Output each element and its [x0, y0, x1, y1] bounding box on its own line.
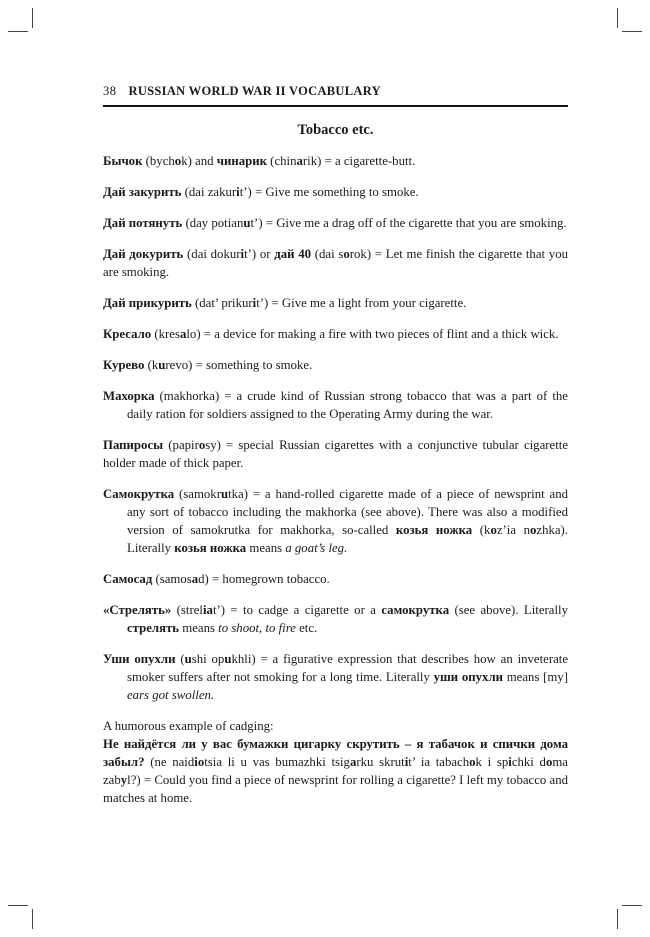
vocab-entry [103, 601, 568, 637]
plain-text: shi op [191, 652, 225, 666]
plain-text: zhka). Literally [127, 523, 569, 555]
crop-mark-top-right-horizontal [622, 31, 642, 32]
plain-text: tka) = a hand-rolled cigarette made of a piece of newsprint and any sort of tobacco including the makhorka (see above). There was also a modified version of samokrutka for makhorka, so-called [127, 487, 568, 537]
plain-text: k) and [181, 154, 217, 168]
bold-text: Дай потянуть [103, 216, 183, 230]
bold-text: i [508, 755, 512, 769]
bold-text: козья ножка [395, 523, 473, 537]
plain-text: d) = homegrown tobacco. [198, 572, 330, 586]
crop-mark-bottom-left-vertical [32, 909, 33, 929]
italic-text: ears got swollen. [127, 688, 215, 702]
bold-text: u [158, 358, 166, 372]
bold-text: y [120, 773, 128, 787]
crop-mark-top-left-horizontal [8, 31, 28, 32]
plain-text: (dai zakur [181, 185, 237, 199]
plain-text: A humorous example of cadging: [103, 719, 274, 733]
plain-text: sy) = special Russian cigarettes with a conjunctive tubular cigarette holder made of thick paper. [103, 438, 568, 470]
italic-text: to shoot, to fire [218, 621, 296, 635]
plain-text: rok) = Let me finish the cigarette that you are smoking. [103, 247, 568, 279]
vocab-entry [103, 570, 568, 588]
plain-text: t’) = Give me something to smoke. [239, 185, 419, 199]
bold-text: козья ножка [174, 541, 247, 555]
plain-text: chki d [511, 755, 546, 769]
vocab-entry [103, 294, 568, 312]
page-number: 38 [103, 84, 117, 98]
running-header [103, 84, 568, 107]
plain-text: (makhorka) = a crude kind of Russian strong tobacco that was a part of the daily ration for soldiers assigned to the Operating Army during the war. [127, 389, 568, 421]
bold-text: o [469, 755, 476, 769]
bold-text: o [198, 438, 206, 452]
plain-text: t’ ia tabach [408, 755, 470, 769]
bold-text: Дай докурить [103, 247, 184, 261]
bold-text: o [174, 154, 182, 168]
bold-text: u [184, 652, 192, 666]
plain-text: (kres [151, 327, 180, 341]
bold-text: a [296, 154, 303, 168]
bold-text: u [220, 487, 229, 501]
bold-text: i [240, 247, 245, 261]
bold-text: i [236, 185, 240, 199]
bold-text: Папиросы [103, 438, 164, 452]
plain-text: t’) = Give me a light from your cigarette. [256, 296, 467, 310]
vocab-entry [103, 735, 568, 807]
plain-text: (strel [171, 603, 203, 617]
plain-text: t’) = Give me a drag off of the cigarette that you are smoking. [250, 216, 567, 230]
bold-text: u [243, 216, 251, 230]
plain-text: (dai s [311, 247, 344, 261]
italic-text: a goat’s leg. [285, 541, 348, 555]
bold-text: дай 40 [274, 247, 312, 261]
plain-text: (dai dokur [183, 247, 241, 261]
bold-text: i [252, 296, 257, 310]
crop-mark-top-left-vertical [32, 8, 33, 28]
plain-text: rku skrut [356, 755, 405, 769]
bold-text: стрелять [127, 621, 180, 635]
plain-text: khli) = a figurative expression that describes how an inveterate smoker suffers after not smoking for a long time. Literally [127, 652, 569, 684]
plain-text: ma zab [103, 755, 568, 787]
bold-text: o [529, 523, 537, 537]
vocab-entry [103, 650, 568, 704]
plain-text: (day potian [182, 216, 244, 230]
bold-text: Махорка [103, 389, 155, 403]
bold-text: i [404, 755, 409, 769]
bold-text: Курево [103, 358, 145, 372]
plain-text: means [my] [503, 670, 569, 684]
plain-text: means [246, 541, 286, 555]
bold-text: Не найдётся ли у вас бумажки цигарку скрутить – я табачок и спички дома забыл? [103, 737, 568, 769]
bold-text: a [349, 755, 357, 769]
plain-text: (ne naid [144, 755, 195, 769]
vocab-entry [103, 485, 568, 557]
plain-text: (chin [266, 154, 297, 168]
page-content [103, 84, 568, 807]
plain-text: ( [175, 652, 185, 666]
crop-mark-bottom-left-horizontal [8, 905, 28, 906]
vocab-entry [103, 436, 568, 472]
plain-text: (bych [142, 154, 175, 168]
entries [103, 152, 568, 807]
vocab-entry [103, 356, 568, 374]
vocab-entry [103, 183, 568, 201]
plain-text: z’ia n [496, 523, 530, 537]
plain-text: t’) or [244, 247, 275, 261]
plain-text: (k [144, 358, 159, 372]
bold-text: Уши опухли [103, 652, 176, 666]
vocab-entry [103, 717, 568, 735]
bold-text: Дай прикурить [103, 296, 192, 310]
bold-text: Дай закурить [103, 185, 182, 199]
crop-mark-bottom-right-horizontal [622, 905, 642, 906]
book-title: RUSSIAN WORLD WAR II VOCABULARY [128, 84, 381, 98]
plain-text: etc. [295, 621, 318, 635]
bold-text: чинарик [216, 154, 267, 168]
vocab-entry [103, 214, 568, 232]
bold-text: a [191, 572, 199, 586]
crop-mark-bottom-right-vertical [617, 909, 618, 929]
vocab-entry [103, 152, 568, 170]
plain-text: means [179, 621, 219, 635]
bold-text: самокрутка [381, 603, 450, 617]
vocab-entry [103, 245, 568, 281]
bold-text: u [224, 652, 232, 666]
plain-text: (dat’ prikur [191, 296, 253, 310]
plain-text: (k [472, 523, 491, 537]
crop-mark-top-right-vertical [617, 8, 618, 28]
plain-text: l?) = Could you find a piece of newsprint for rolling a cigarette? I left my tobacco and matches at home. [103, 773, 568, 805]
plain-text: lo) = a device for making a fire with two pieces of flint and a thick wick. [186, 327, 559, 341]
plain-text: (see above). Literally [449, 603, 568, 617]
bold-text: o [490, 523, 497, 537]
plain-text: revo) = something to smoke. [165, 358, 313, 372]
bold-text: io [194, 755, 205, 769]
plain-text: k i sp [475, 755, 509, 769]
bold-text: o [545, 755, 553, 769]
bold-text: a [179, 327, 187, 341]
bold-text: «Стрелять» [103, 603, 172, 617]
bold-text: Бычок [103, 154, 143, 168]
section-title: Tobacco etc. [297, 122, 374, 138]
bold-text: Самокрутка [103, 487, 175, 501]
vocab-entry [103, 325, 568, 343]
bold-text: ia [202, 603, 213, 617]
plain-text: tsia li u vas bumazhki tsig [204, 755, 350, 769]
bold-text: o [343, 247, 350, 261]
bold-text: уши опухли [433, 670, 504, 684]
bold-text: Кресало [103, 327, 152, 341]
plain-text: t’) = to cadge a cigarette or a [212, 603, 382, 617]
plain-text: (samokr [174, 487, 221, 501]
bold-text: Самосад [103, 572, 153, 586]
plain-text: (samos [152, 572, 192, 586]
plain-text: (papir [163, 438, 199, 452]
vocab-entry [103, 387, 568, 423]
plain-text: rik) = a cigarette-butt. [302, 154, 416, 168]
